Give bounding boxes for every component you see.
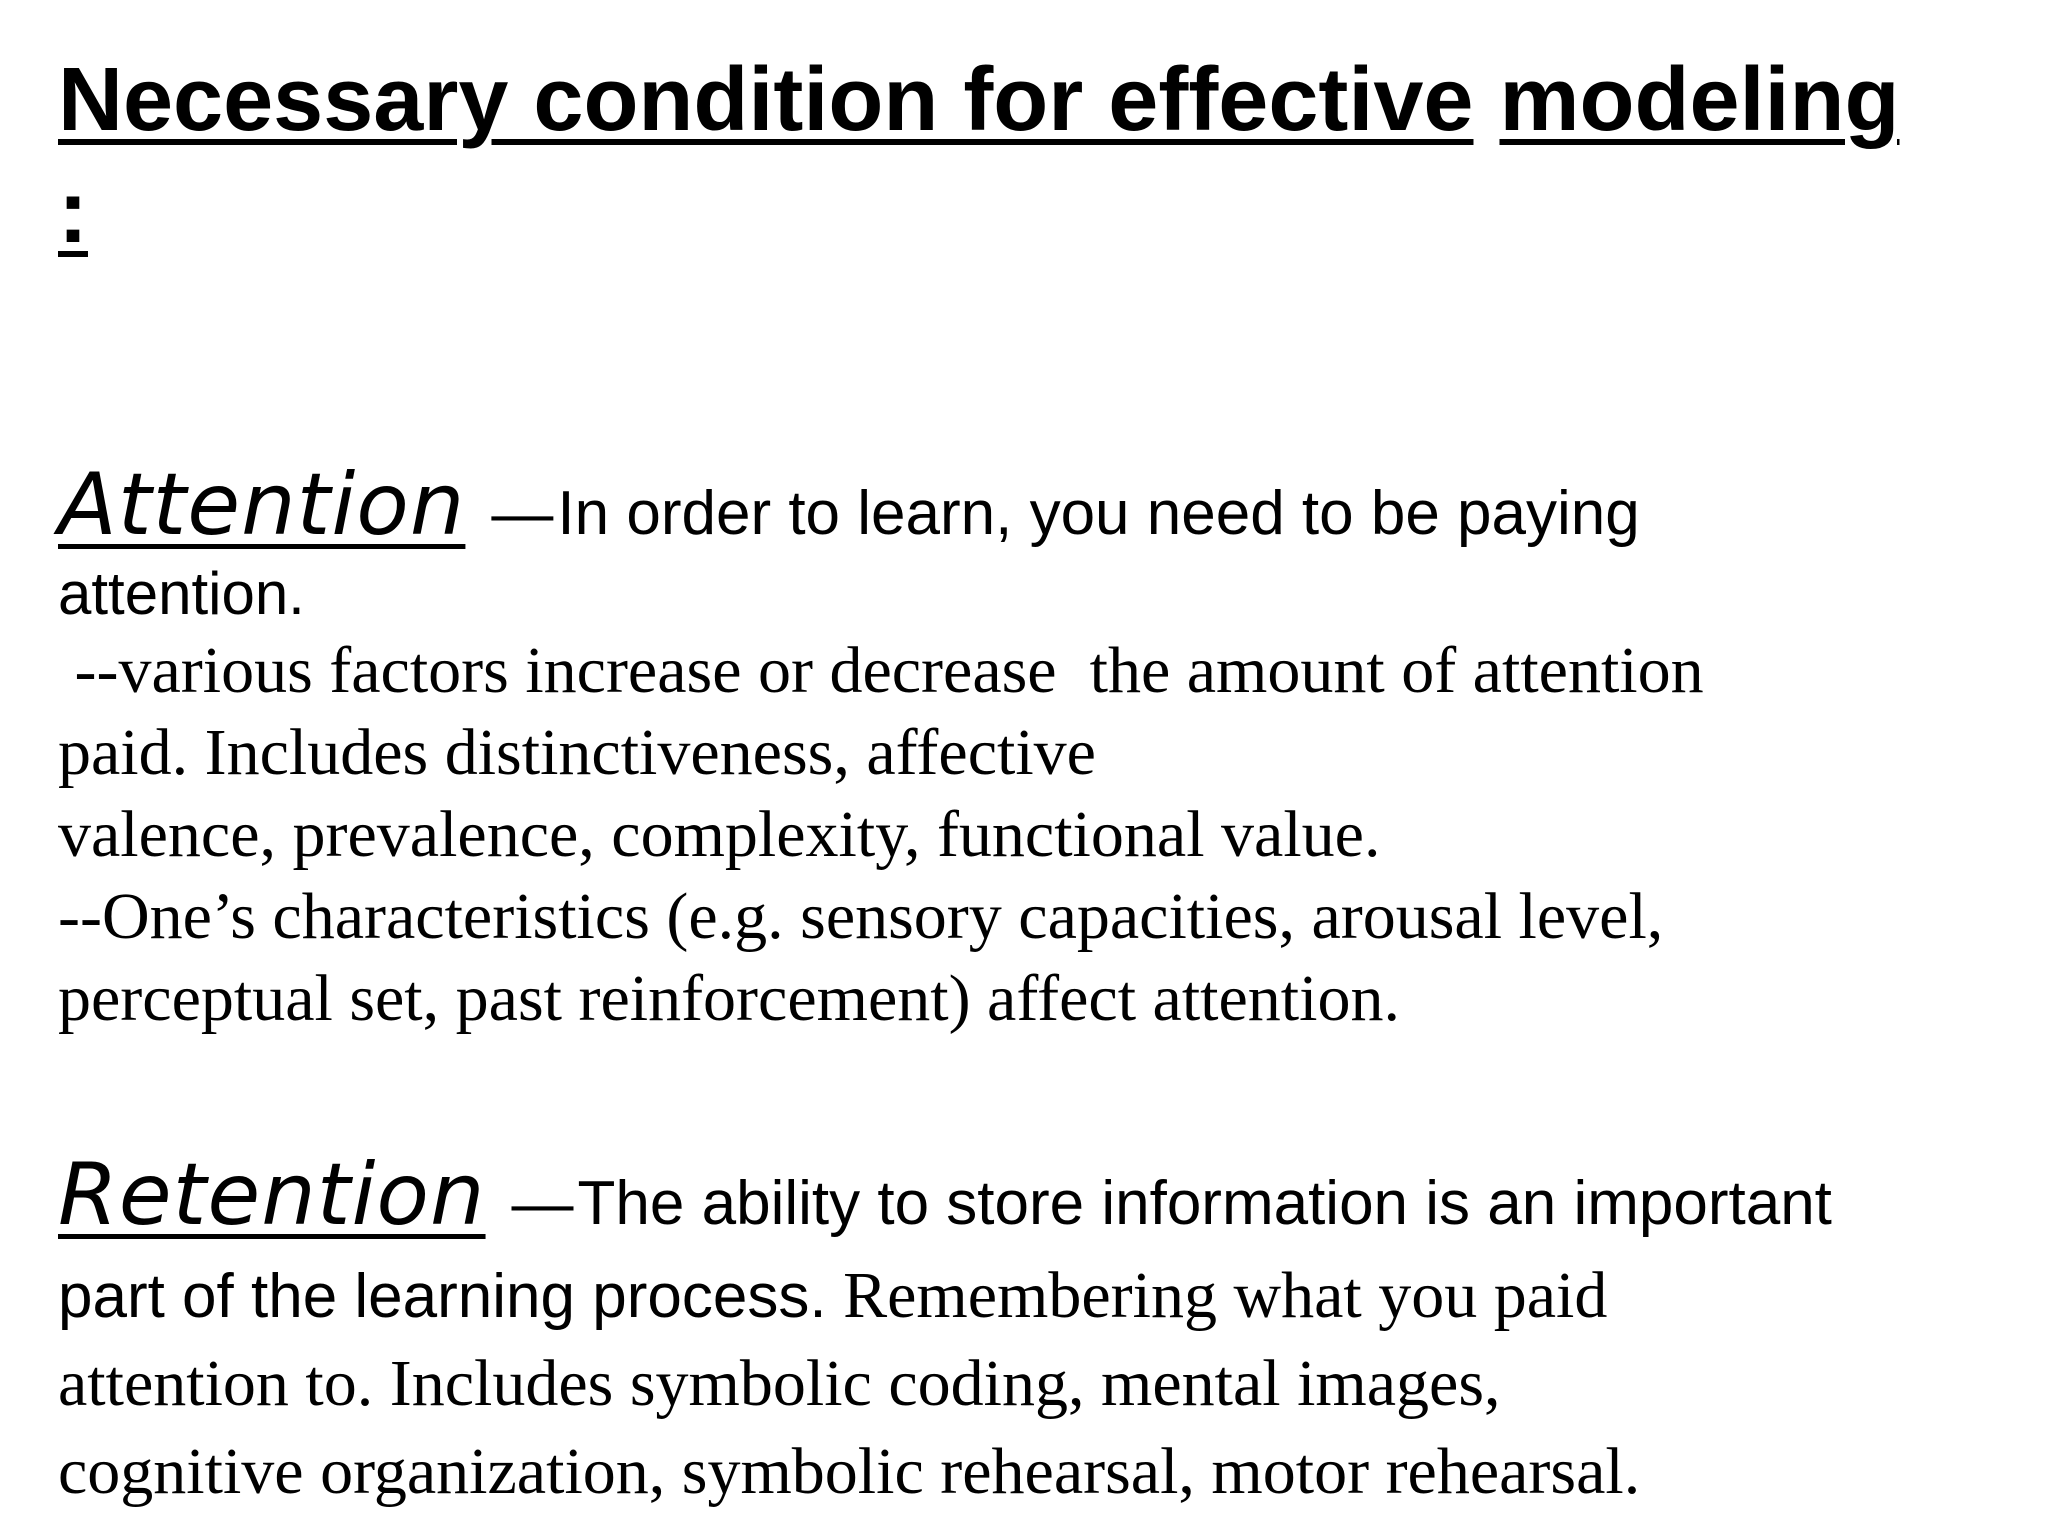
attention-detail-line: valence, prevalence, complexity, functional value. xyxy=(58,798,1381,871)
retention-details xyxy=(58,1340,1640,1516)
title-part-2: modeling xyxy=(1499,50,1900,150)
attention-detail-line: --One’s characteristics (e.g. sensory capacities, arousal level, xyxy=(58,880,1664,953)
attention-detail-line: perceptual set, past reinforcement) affect attention. xyxy=(58,962,1400,1035)
attention-detail-line: --various factors increase or decrease the amount of attention xyxy=(58,634,1704,707)
retention-heading: Retention xyxy=(58,1145,486,1245)
retention-intro-serif: Remembering what you paid xyxy=(826,1259,1608,1332)
title-part-1: Necessary condition for effective xyxy=(58,50,1474,150)
retention-dash: — xyxy=(511,1169,574,1238)
slide-title xyxy=(58,44,2018,268)
title-colon: : xyxy=(58,162,88,262)
attention-detail-line: paid. Includes distinctiveness, affective xyxy=(58,716,1096,789)
attention-intro: In order to learn, you need to be paying xyxy=(557,479,1640,548)
attention-details xyxy=(58,630,2018,1040)
attention-dash: — xyxy=(491,479,554,548)
attention-intro-continued: attention. xyxy=(58,560,305,627)
retention-intro: The ability to store information is an important xyxy=(577,1169,1832,1238)
attention-heading: Attention xyxy=(58,455,466,555)
retention-detail-line: cognitive organization, symbolic rehearsal, motor rehearsal. xyxy=(58,1435,1641,1508)
retention-intro-sans: part of the learning process. xyxy=(58,1262,827,1331)
retention-detail-line: attention to. Includes symbolic coding, mental images, xyxy=(58,1347,1501,1420)
